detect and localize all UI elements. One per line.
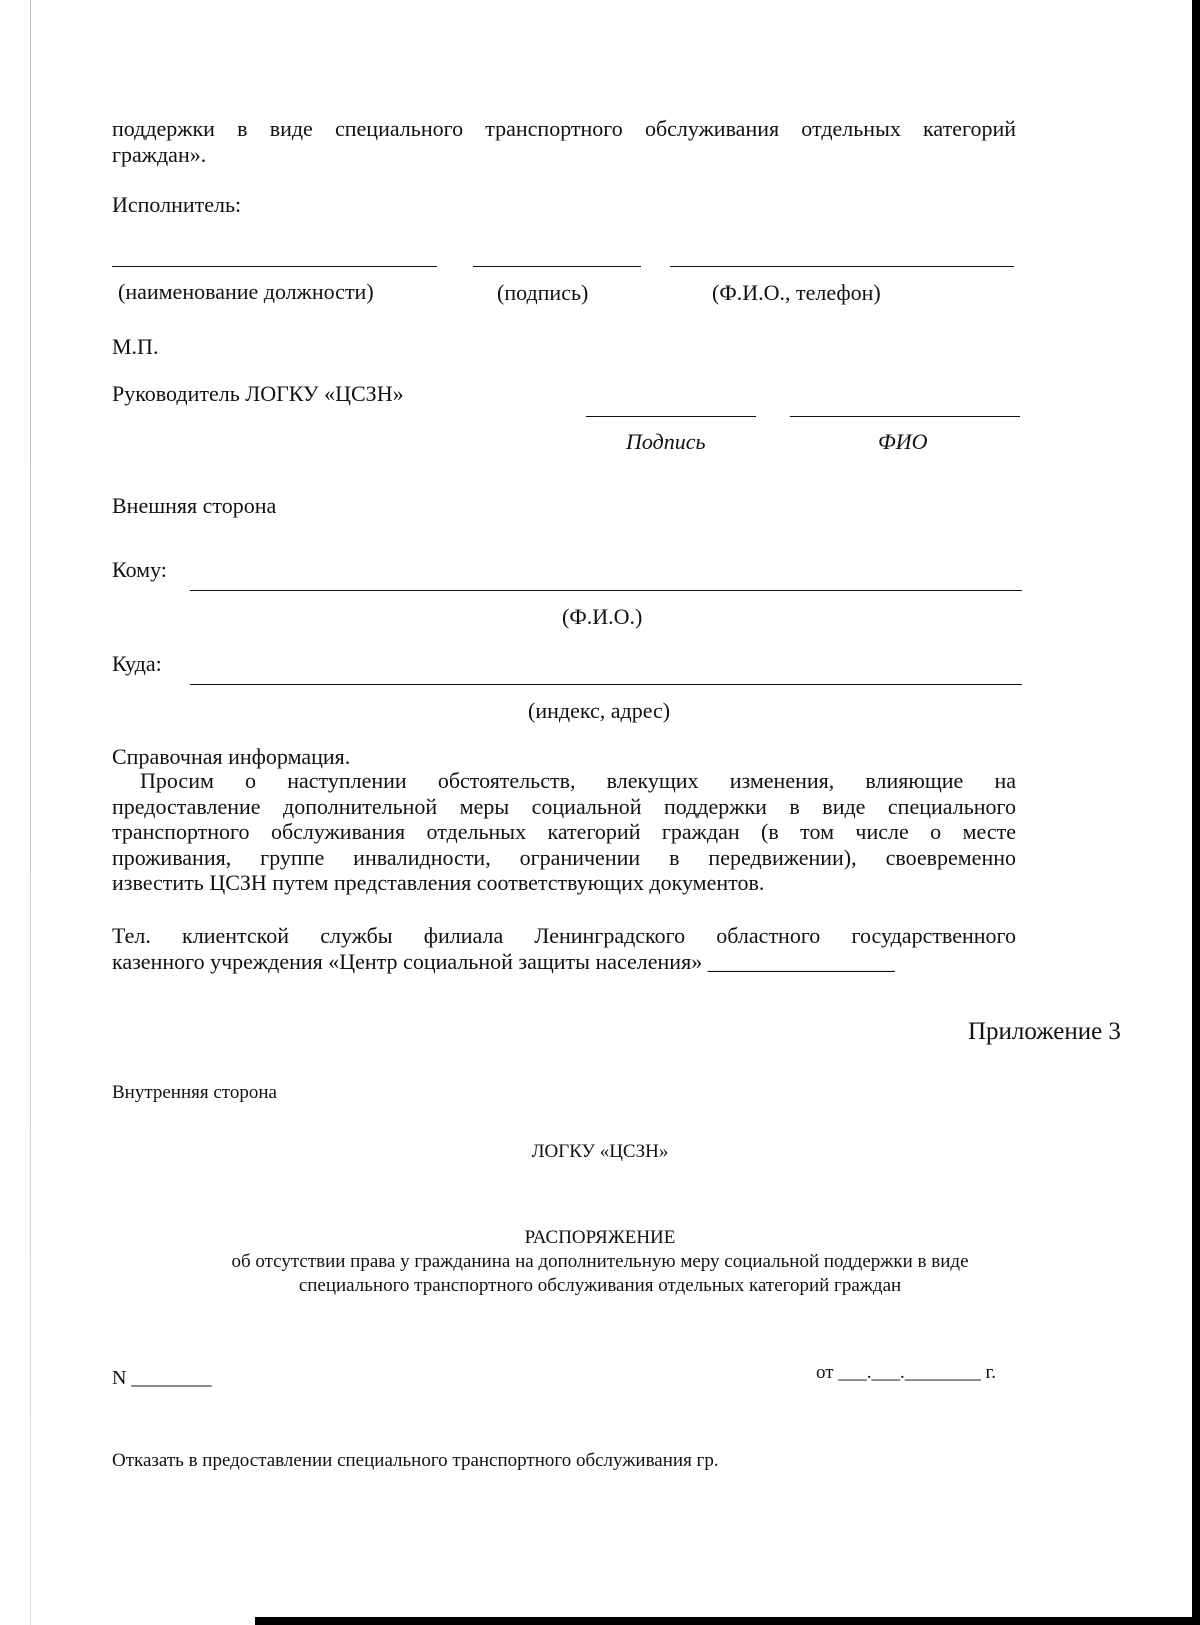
head-signature-line (586, 416, 756, 417)
phone-paragraph (112, 923, 1016, 974)
to-line (190, 590, 1022, 591)
caption-name-phone: (Ф.И.О., телефон) (712, 280, 881, 305)
phone-line: Тел. клиентской службы филиала Ленинградского областного государственного (112, 923, 1016, 948)
where-label: Куда: (112, 651, 162, 676)
refuse-text: Отказать в предоставлении специального транспортного обслуживания гр. (112, 1450, 719, 1471)
where-caption: (индекс, адрес) (528, 698, 671, 723)
reference-line: проживания, группе инвалидности, ограничении в передвижении), своевременно (112, 844, 1016, 870)
org-name: ЛОГКУ «ЦСЗН» (531, 1141, 669, 1162)
executor-label: Исполнитель: (112, 192, 242, 217)
reference-line: транспортного обслуживания отдельных категорий граждан (в том числе о месте (112, 819, 1016, 844)
top-paragraph-line: поддержки в виде специального транспортного обслуживания отдельных категорий (112, 116, 1016, 141)
number-field: N ________ (112, 1367, 212, 1389)
reference-line: Просим о наступлении обстоятельств, влекущих изменения, влияющие на (140, 768, 1016, 793)
appendix-label: Приложение 3 (968, 1018, 1121, 1045)
head-name-line (790, 416, 1020, 417)
reference-line: предоставление дополнительной меры социальной поддержки в виде специального (112, 793, 1016, 819)
date-field: от ___.___.________ г. (816, 1362, 996, 1383)
executor-signature-line (473, 266, 641, 267)
outer-side-title: Внешняя сторона (112, 493, 277, 518)
head-label: Руководитель ЛОГКУ «ЦСЗН» (112, 381, 404, 406)
stamp-label: М.П. (112, 334, 159, 359)
doc-subtitle-line: об отсутствии права у гражданина на дополнительную меру социальной поддержки в виде (231, 1251, 969, 1272)
head-caption-name: ФИО (878, 429, 928, 454)
reference-title: Справочная информация. (112, 744, 351, 769)
scan-edge-right (1192, 0, 1200, 1625)
executor-name-line (670, 266, 1014, 267)
inner-side-title: Внутренняя сторона (112, 1082, 277, 1103)
reference-line: известить ЦСЗН путем представления соответствующих документов. (112, 870, 765, 895)
reference-paragraph (112, 768, 1016, 896)
to-caption: (Ф.И.О.) (562, 604, 643, 629)
executor-position-line (112, 266, 437, 267)
doc-title: РАСПОРЯЖЕНИЕ (524, 1227, 676, 1248)
phone-line: казенного учреждения «Центр социальной защиты населения» _________________ (112, 948, 895, 974)
where-line (190, 684, 1022, 685)
scan-edge-left (30, 0, 31, 1625)
top-paragraph (112, 116, 1016, 167)
caption-signature: (подпись) (497, 280, 589, 305)
to-label: Кому: (112, 557, 167, 582)
caption-position: (наименование должности) (118, 279, 374, 304)
head-caption-signature: Подпись (626, 429, 706, 454)
doc-subtitle-line: специального транспортного обслуживания отдельных категорий граждан (298, 1275, 902, 1296)
scan-edge-bottom (255, 1617, 1200, 1625)
top-paragraph-line: граждан». (112, 141, 207, 167)
